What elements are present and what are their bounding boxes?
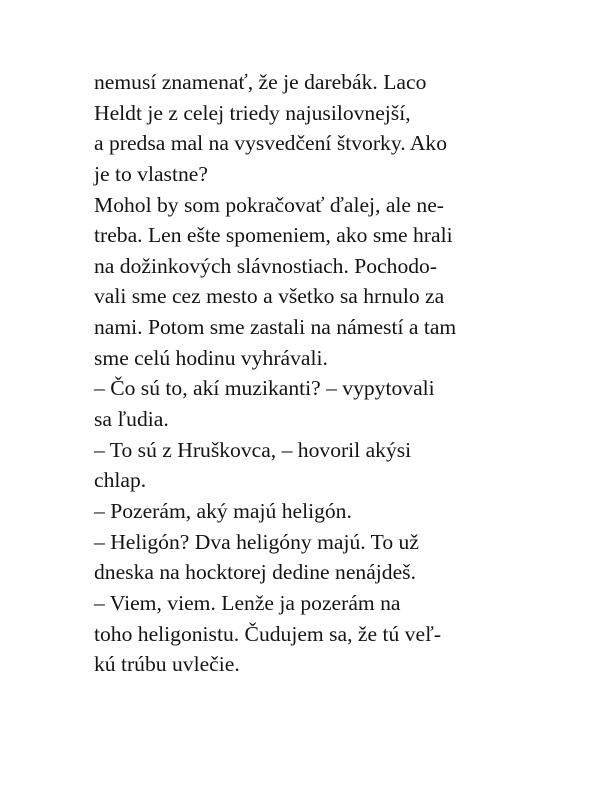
text-line-9: nami. Potom sme zastali na námestí a tam [94,315,457,340]
text-line-12: sa ľudia. [94,407,169,432]
text-line-15: – Pozerám, aký majú heligón. [94,498,352,523]
text-line-4: je to vlastne? [94,161,208,186]
text-line-2: Heldt je z celej triedy najusilovnejší, [94,100,411,125]
text-line-19: toho heligonistu. Čudujem sa, že tú veľ- [94,621,442,646]
text-line-20: kú trúbu uvlečie. [94,652,240,677]
text-line-14: chlap. [94,468,147,493]
text-line-6: treba. Len ešte spomeniem, ako sme hrali [94,223,453,248]
text-line-3: a predsa mal na vysvedčení štvorky. Ako [94,131,448,156]
text-line-10: sme celú hodinu vyhrávali. [94,345,328,370]
text-line-8: vali sme cez mesto a všetko sa hrnulo za [94,284,445,309]
text-line-18: – Viem, viem. Lenže ja pozerám na [94,590,401,615]
text-line-16: – Heligón? Dva heligóny majú. To už [94,529,419,554]
text-line-5: Mohol by som pokračovať ďalej, ale ne- [94,192,444,217]
body-text [94,67,544,680]
text-line-17: dneska na hocktorej dedine nenájdeš. [94,560,416,585]
text-line-11: – Čo sú to, akí muzikanti? – vypytovali [94,376,435,401]
text-line-7: na dožinkových slávnostiach. Pochodo- [94,253,438,278]
text-line-13: – To sú z Hruškovca, – hovoril akýsi [94,437,412,462]
text-line-1: nemusí znamenať, že je darebák. Laco [94,70,427,94]
